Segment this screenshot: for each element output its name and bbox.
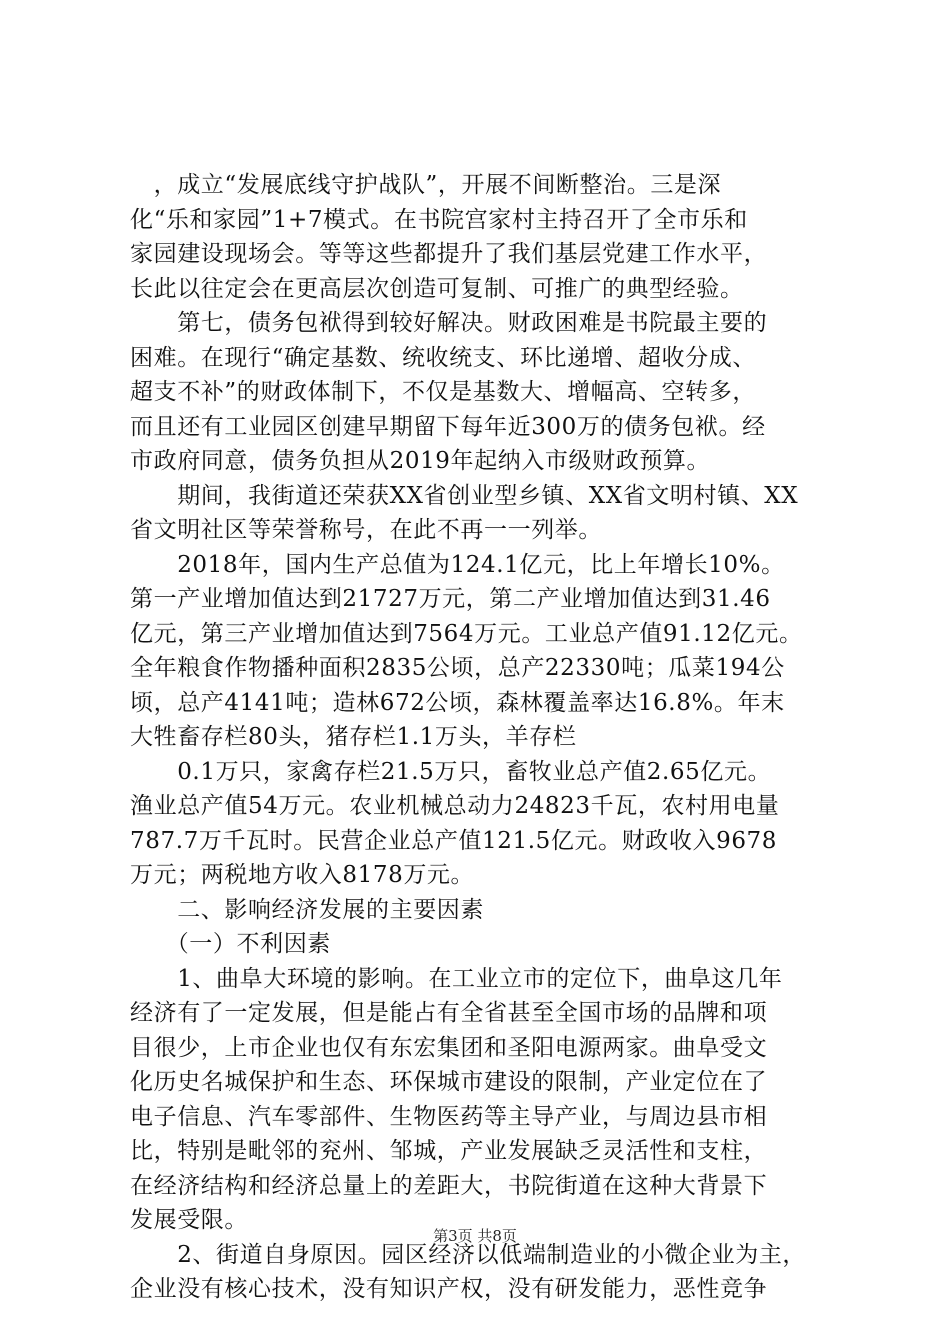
text-line: 电子信息、汽车零部件、生物医药等主导产业，与周边县市相 [130,1103,768,1130]
text-line: 超支不补”的财政体制下，不仅是基数大、增幅高、空转多， [130,379,756,405]
text-line: 亿元，第三产业增加值达到7564万元。工业总产值91.12亿元。 [130,620,803,647]
text-line: 化历史名城保护和生态、环保城市建设的限制，产业定位在了 [130,1069,768,1095]
page-number-footer: 第3页 共8页 [433,1227,517,1245]
text-line: 大牲畜存栏80头，猪存栏1.1万头，羊存栏 [130,724,577,750]
text-line: 全年粮食作物播种面积2835公顷，总产22330吨；瓜菜194公 [130,655,785,681]
text-line: 而且还有工业园区创建早期留下每年近300万的债务包袱。经 [130,413,766,440]
text-line: 经济有了一定发展，但是能占有全省甚至全国市场的品牌和项 [130,1000,768,1026]
text-line: 目很少，上市企业也仅有东宏集团和圣阳电源两家。曲阜受文 [130,1034,768,1061]
text-line: 比，特别是毗邻的兖州、邹城，产业发展缺乏灵活性和支柱， [130,1138,768,1164]
text-line: 0.1万只，家禽存栏21.5万只，畜牧业总产值2.65亿元。 [130,758,772,785]
text-line: 顷，总产4141吨；造林672公顷，森林覆盖率达16.8%。年末 [130,689,785,716]
text-line: 期间，我街道还荣获XX省创业型乡镇、XX省文明村镇、XX [130,482,799,509]
text-line: 2、街道自身原因。园区经济以低端制造业的小微企业为主， [130,1241,807,1268]
text-line: 渔业总产值54万元。农业机械总动力24823千瓦，农村用电量 [130,793,780,819]
text-line: 2018年，国内生产总值为124.1亿元，比上年增长10%。 [130,551,785,578]
text-line: 企业没有核心技术，没有知识产权，没有研发能力，恶性竞争 [130,1276,768,1302]
document-body [130,168,830,1307]
text-line: 化“乐和家园”1+7模式。在书院宫家村主持召开了全市乐和 [130,206,748,233]
text-line: 市政府同意，债务负担从2019年起纳入市级财政预算。 [130,448,711,474]
text-line: 困难。在现行“确定基数、统收统支、环比递增、超收分成、 [130,344,756,371]
text-line: 发展受限。 [130,1207,248,1233]
text-line: 在经济结构和经济总量上的差距大，书院街道在这种大背景下 [130,1172,768,1199]
text-line: 长此以往定会在更高层次创造可复制、可推广的典型经验。 [130,275,744,302]
text-line: 第七，债务包袱得到较好解决。财政困难是书院最主要的 [130,310,768,336]
text-line: 家园建设现场会。等等这些都提升了我们基层党建工作水平， [130,241,768,267]
text-line: 第一产业增加值达到21727万元，第二产业增加值达到31.46 [130,586,771,612]
text-line: 省文明社区等荣誉称号，在此不再一一列举。 [130,517,602,543]
text-line: ，成立“发展底线守护战队”，开展不间断整治。三是深 [130,172,722,198]
text-line: 787.7万千瓦时。民营企业总产值121.5亿元。财政收入9678 [130,827,778,854]
section-heading: 二、影响经济发展的主要因素 [130,896,484,923]
text-line: 万元；两税地方收入8178万元。 [130,862,475,888]
text-line: 1、曲阜大环境的影响。在工业立市的定位下，曲阜这几年 [130,965,783,992]
subsection-heading: （一）不利因素 [130,931,331,957]
